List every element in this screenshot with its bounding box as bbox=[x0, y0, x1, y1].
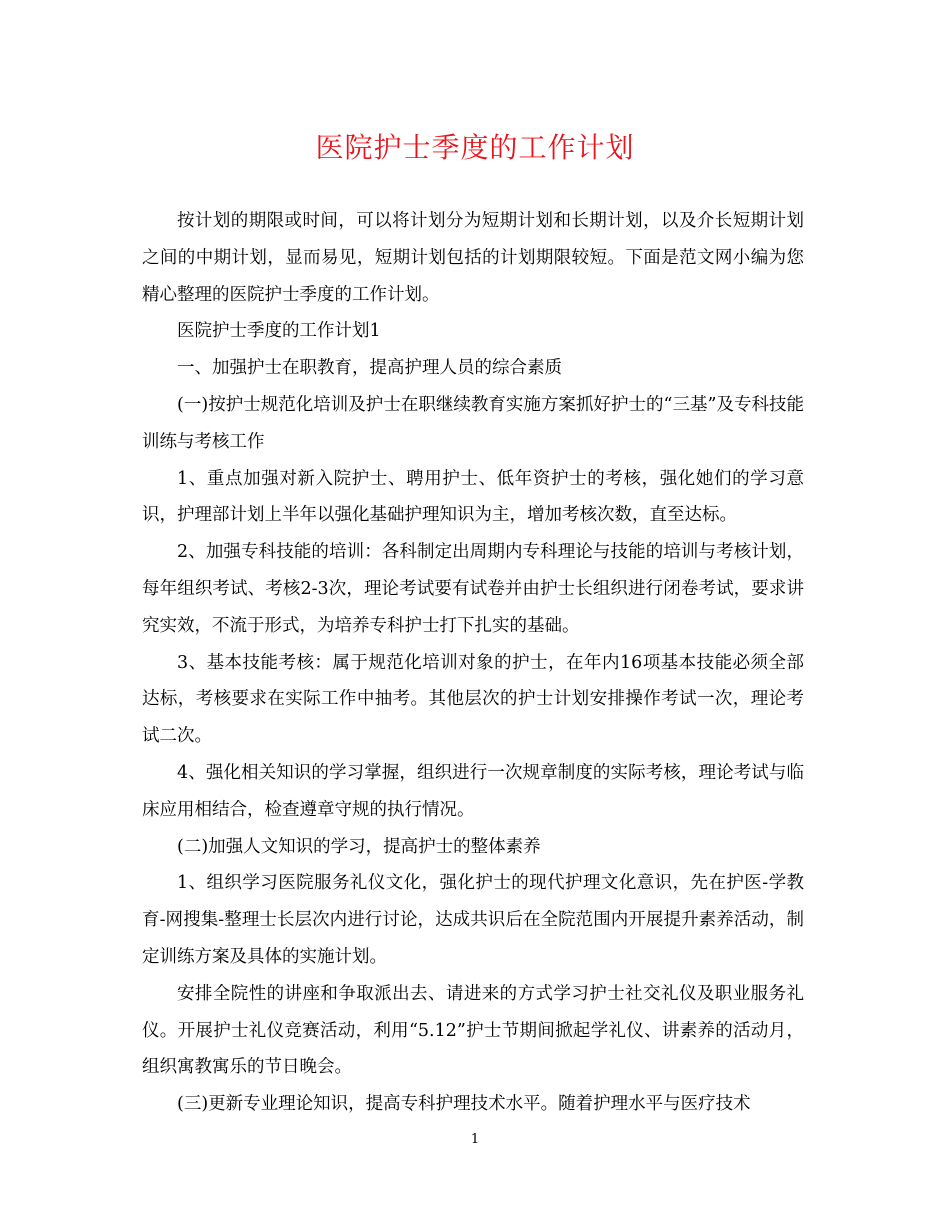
paragraph-etiquette-item-1: 1、组织学习医院服务礼仪文化，强化护士的现代护理文化意识，先在护医-学教育-网搜集-整理士长层次内进行讨论，达成共识后在全院范围内开展提升素养活动，制定训练方案及具体的实施计划。 bbox=[142, 873, 804, 967]
paragraph-subsection-two: (二)加强人文知识的学习，提高护士的整体素养 bbox=[177, 836, 541, 857]
document-body bbox=[142, 203, 804, 1123]
paragraph-item-4: 4、强化相关知识的学习掌握，组织进行一次规章制度的实际考核，理论考试与临床应用相结合，检查遵章守规的执行情况。 bbox=[142, 762, 804, 820]
paragraph-etiquette-activities: 安排全院性的讲座和争取派出去、请进来的方式学习护士社交礼仪及职业服务礼仪。开展护士礼仪竞赛活动，利用“5.12”护士节期间掀起学礼仪、讲素养的活动月，组织寓教寓乐的节日晚会。 bbox=[142, 983, 804, 1078]
paragraph-section-one: 一、加强护士在职教育，提高护理人员的综合素质 bbox=[177, 358, 562, 379]
page-number: 1 bbox=[470, 1132, 480, 1147]
paragraph-subsection-one: (一)按护士规范化培训及护士在职继续教育实施方案抓好护士的“三基”及专科技能训练与考核工作 bbox=[142, 394, 804, 452]
paragraph-subsection-three: (三)更新专业理论知识，提高专科护理技术水平。随着护理水平与医疗技术 bbox=[177, 1094, 751, 1115]
paragraph-item-2: 2、加强专科技能的培训：各科制定出周期内专科理论与技能的培训与考核计划，每年组织考试、考核2-3次，理论考试要有试卷并由护士长组织进行闭卷考试，要求讲究实效，不流于形式，为培养专科护士打下扎实的基础。 bbox=[142, 542, 804, 636]
paragraph-item-3: 3、基本技能考核：属于规范化培训对象的护士，在年内16项基本技能必须全部达标，考核要求在实际工作中抽考。其他层次的护士计划安排操作考试一次，理论考试二次。 bbox=[142, 652, 804, 747]
paragraph-item-1: 1、重点加强对新入院护士、聘用护士、低年资护士的考核，强化她们的学习意识，护理部计划上半年以强化基础护理知识为主，增加考核次数，直至达标。 bbox=[142, 468, 804, 526]
document-title: 医院护士季度的工作计划 bbox=[315, 131, 635, 164]
paragraph-intro: 按计划的期限或时间，可以将计划分为短期计划和长期计划，以及介长短期计划之间的中期计划，显而易见，短期计划包括的计划期限较短。下面是范文网小编为您精心整理的医院护士季度的工作计划。 bbox=[142, 211, 804, 305]
paragraph-plan-heading: 医院护士季度的工作计划1 bbox=[177, 321, 381, 342]
